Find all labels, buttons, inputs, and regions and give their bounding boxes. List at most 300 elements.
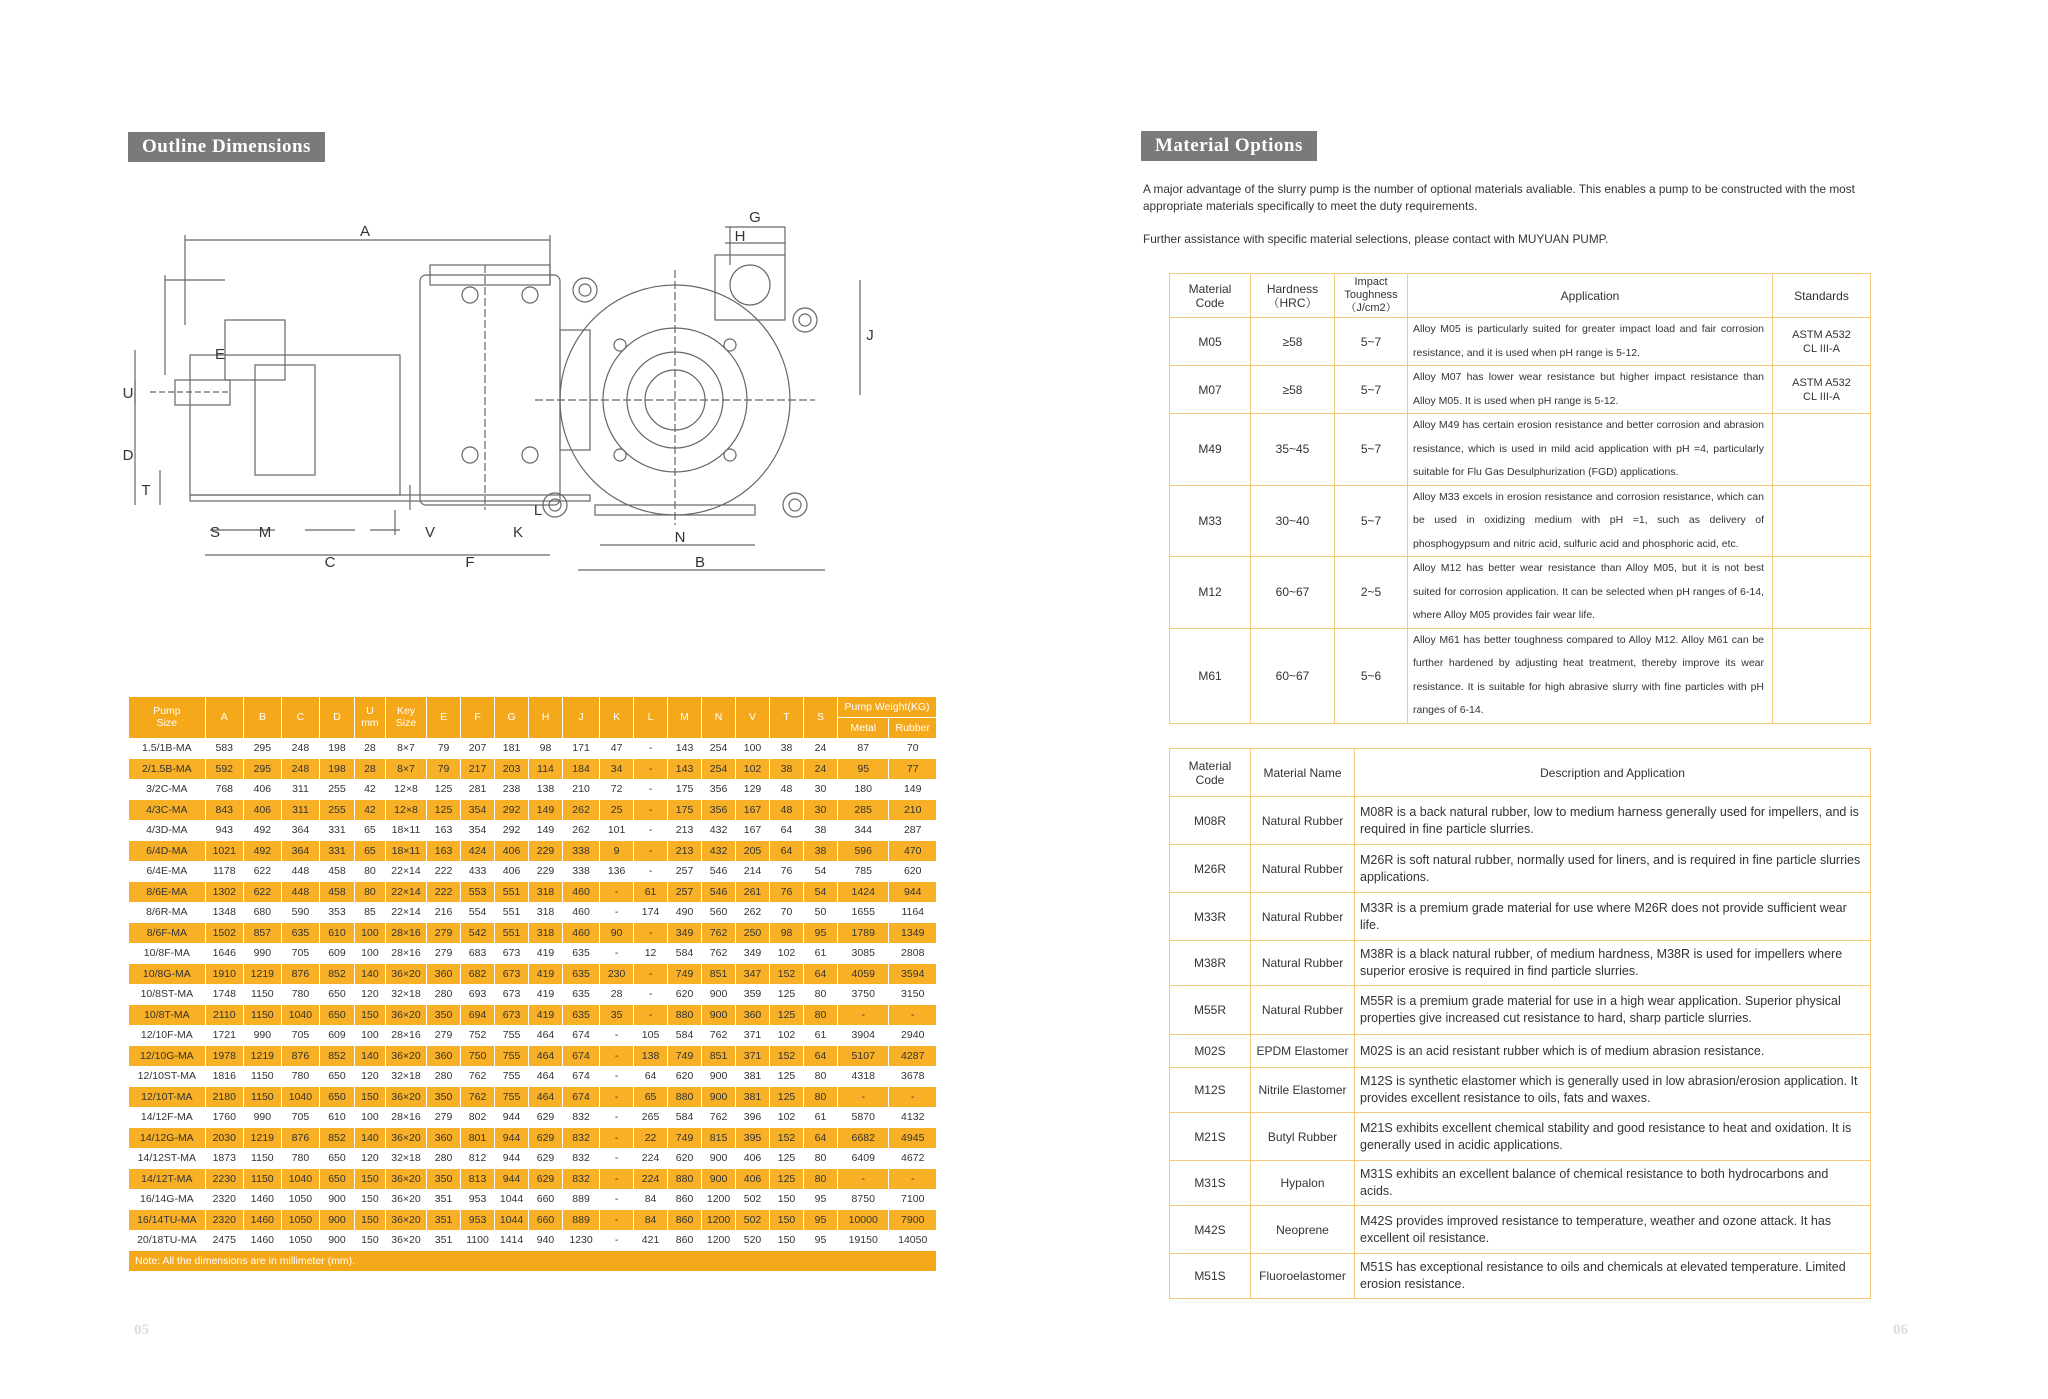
table-row: [1170, 318, 1871, 366]
cell-U: 100: [355, 943, 386, 964]
cell-N: 356: [702, 779, 736, 800]
cell-U: 150: [355, 1087, 386, 1108]
cell-D: 255: [319, 779, 354, 800]
cell-D: 331: [319, 820, 354, 841]
cell-hardness: ≥58: [1251, 366, 1335, 414]
cell-J: 635: [563, 1005, 600, 1026]
cell-C: 705: [281, 1025, 319, 1046]
cell-V: 502: [736, 1210, 770, 1231]
cell-B: 492: [243, 841, 281, 862]
cell-F: 802: [461, 1107, 495, 1128]
cell-E: 125: [427, 779, 461, 800]
rubber-material-table: [1169, 748, 1871, 1299]
dim-label-B: B: [694, 554, 706, 571]
dim-label-H: H: [734, 228, 746, 245]
col-description: Description and Application: [1355, 749, 1871, 797]
cell-J: 338: [563, 861, 600, 882]
table-row: [129, 779, 937, 800]
cell-J: 674: [563, 1025, 600, 1046]
cell-pump-size: 4/3D-MA: [129, 820, 205, 841]
cell-key-size: 36×20: [385, 1210, 426, 1231]
cell-rubber: 14050: [889, 1230, 937, 1251]
cell-A: 592: [205, 759, 243, 780]
cell-key-size: 28×16: [385, 1107, 426, 1128]
cell-D: 609: [319, 943, 354, 964]
cell-V: 347: [736, 964, 770, 985]
cell-N: 1200: [702, 1189, 736, 1210]
cell-description: M12S is synthetic elastomer which is generally used in low abrasion/erosion application. It provides excellent resistance to oils, fats and waxes.: [1355, 1068, 1871, 1113]
table-row: [129, 1087, 937, 1108]
cell-E: 351: [427, 1210, 461, 1231]
cell-G: 551: [495, 882, 529, 903]
cell-V: 395: [736, 1128, 770, 1149]
dim-label-V: V: [424, 524, 436, 541]
cell-S: 30: [804, 779, 838, 800]
cell-C: 311: [281, 800, 319, 821]
cell-M: 257: [668, 882, 702, 903]
cell-rubber: 210: [889, 800, 937, 821]
cell-B: 295: [243, 738, 281, 759]
cell-B: 1219: [243, 964, 281, 985]
cell-L: -: [634, 779, 668, 800]
cell-G: 755: [495, 1046, 529, 1067]
cell-H: 660: [529, 1210, 563, 1231]
cell-M: 584: [668, 943, 702, 964]
cell-E: 351: [427, 1189, 461, 1210]
cell-G: 203: [495, 759, 529, 780]
cell-material-name: Natural Rubber: [1251, 845, 1355, 893]
table-row: [129, 1025, 937, 1046]
cell-pump-size: 14/12T-MA: [129, 1169, 205, 1190]
cell-description: M31S exhibits an excellent balance of chemical resistance to both hydrocarbons and acids.: [1355, 1161, 1871, 1206]
cell-U: 150: [355, 1169, 386, 1190]
cell-M: 213: [668, 820, 702, 841]
cell-E: 280: [427, 984, 461, 1005]
contact-paragraph: Further assistance with specific material selections, please contact with MUYUAN PUMP.: [1143, 232, 1609, 246]
cell-J: 635: [563, 943, 600, 964]
cell-U: 80: [355, 882, 386, 903]
cell-T: 102: [770, 1107, 804, 1128]
cell-T: 102: [770, 1025, 804, 1046]
cell-key-size: 22×14: [385, 882, 426, 903]
cell-J: 832: [563, 1169, 600, 1190]
cell-T: 125: [770, 1066, 804, 1087]
cell-H: 419: [529, 984, 563, 1005]
col-H: H: [529, 697, 563, 738]
table-row: [129, 902, 937, 923]
cell-D: 650: [319, 1005, 354, 1026]
cell-G: 1044: [495, 1189, 529, 1210]
cell-U: 150: [355, 1230, 386, 1251]
cell-H: 229: [529, 841, 563, 862]
cell-pump-size: 3/2C-MA: [129, 779, 205, 800]
cell-T: 38: [770, 759, 804, 780]
cell-K: 34: [600, 759, 634, 780]
cell-key-size: 36×20: [385, 1128, 426, 1149]
cell-J: 338: [563, 841, 600, 862]
cell-impact: 5~7: [1335, 485, 1408, 557]
cell-metal: 95: [837, 759, 888, 780]
cell-N: 432: [702, 841, 736, 862]
cell-L: -: [634, 841, 668, 862]
cell-H: 149: [529, 820, 563, 841]
cell-A: 2320: [205, 1189, 243, 1210]
dim-label-F: F: [465, 554, 475, 571]
cell-metal: 180: [837, 779, 888, 800]
cell-key-size: 36×20: [385, 1230, 426, 1251]
col-J: J: [563, 697, 600, 738]
cell-T: 125: [770, 984, 804, 1005]
cell-V: 167: [736, 800, 770, 821]
cell-S: 50: [804, 902, 838, 923]
cell-metal: 5107: [837, 1046, 888, 1067]
cell-H: 629: [529, 1107, 563, 1128]
cell-D: 198: [319, 738, 354, 759]
cell-rubber: 1164: [889, 902, 937, 923]
cell-D: 650: [319, 1148, 354, 1169]
cell-K: -: [600, 1025, 634, 1046]
cell-K: 25: [600, 800, 634, 821]
cell-U: 65: [355, 820, 386, 841]
cell-N: 900: [702, 1066, 736, 1087]
cell-N: 851: [702, 1046, 736, 1067]
cell-J: 460: [563, 923, 600, 944]
cell-L: -: [634, 738, 668, 759]
frame-support: [255, 365, 315, 475]
cell-J: 832: [563, 1128, 600, 1149]
cell-A: 1302: [205, 882, 243, 903]
cell-U: 65: [355, 841, 386, 862]
cell-C: 1050: [281, 1210, 319, 1231]
cell-L: -: [634, 820, 668, 841]
table-row: [1170, 1068, 1871, 1113]
dim-label-K: K: [512, 524, 524, 541]
cell-F: 217: [461, 759, 495, 780]
right-page: [1024, 0, 2048, 1399]
cell-metal: 10000: [837, 1210, 888, 1231]
col-B: B: [243, 697, 281, 738]
cell-C: 590: [281, 902, 319, 923]
cell-code: M38R: [1170, 941, 1251, 986]
cell-C: 876: [281, 964, 319, 985]
cell-F: 553: [461, 882, 495, 903]
cell-T: 48: [770, 779, 804, 800]
cell-E: 279: [427, 943, 461, 964]
cell-F: 812: [461, 1148, 495, 1169]
table-row: [129, 964, 937, 985]
cell-A: 843: [205, 800, 243, 821]
cell-K: -: [600, 1087, 634, 1108]
table-row: [129, 738, 937, 759]
cell-rubber: 3678: [889, 1066, 937, 1087]
cell-V: 381: [736, 1066, 770, 1087]
dim-label-N: N: [674, 529, 686, 546]
cell-metal: 3085: [837, 943, 888, 964]
cell-V: 406: [736, 1148, 770, 1169]
dim-label-T: T: [141, 482, 151, 499]
table-row: [1170, 797, 1871, 845]
cell-L: -: [634, 1005, 668, 1026]
cell-N: 1200: [702, 1210, 736, 1231]
cell-S: 64: [804, 964, 838, 985]
cell-M: 880: [668, 1087, 702, 1108]
cell-J: 460: [563, 902, 600, 923]
cell-M: 257: [668, 861, 702, 882]
cell-D: 458: [319, 882, 354, 903]
table-row: [1170, 485, 1871, 557]
cell-A: 2230: [205, 1169, 243, 1190]
cell-M: 213: [668, 841, 702, 862]
dim-label-C: C: [324, 554, 336, 571]
cell-code: M49: [1170, 414, 1251, 486]
cell-U: 150: [355, 1005, 386, 1026]
cell-T: 38: [770, 738, 804, 759]
cell-L: -: [634, 861, 668, 882]
cell-material-name: Neoprene: [1251, 1206, 1355, 1254]
cell-metal: 344: [837, 820, 888, 841]
cell-V: 261: [736, 882, 770, 903]
col-G: G: [495, 697, 529, 738]
cell-metal: -: [837, 1087, 888, 1108]
cell-material-name: Natural Rubber: [1251, 893, 1355, 941]
cell-description: M21S exhibits excellent chemical stability and good resistance to heat and oxidation. It is generally used in acidic applications.: [1355, 1113, 1871, 1161]
cell-pump-size: 1.5/1B-MA: [129, 738, 205, 759]
cell-C: 780: [281, 1066, 319, 1087]
cell-S: 80: [804, 1169, 838, 1190]
cell-key-size: 12×8: [385, 800, 426, 821]
cell-V: 359: [736, 984, 770, 1005]
cell-M: 749: [668, 1046, 702, 1067]
cell-M: 349: [668, 923, 702, 944]
cell-E: 125: [427, 800, 461, 821]
cell-S: 95: [804, 1230, 838, 1251]
cell-B: 990: [243, 943, 281, 964]
col-material-code: Material Code: [1170, 274, 1251, 318]
cell-rubber: 7100: [889, 1189, 937, 1210]
cell-H: 419: [529, 1005, 563, 1026]
cell-U: 28: [355, 759, 386, 780]
cell-key-size: 22×14: [385, 902, 426, 923]
cell-V: 371: [736, 1046, 770, 1067]
page-number-left: 05: [134, 1322, 149, 1338]
cell-M: 584: [668, 1025, 702, 1046]
cell-B: 492: [243, 820, 281, 841]
col-F: F: [461, 697, 495, 738]
cell-L: 64: [634, 1066, 668, 1087]
cell-F: 953: [461, 1210, 495, 1231]
cell-M: 749: [668, 1128, 702, 1149]
cell-key-size: 32×18: [385, 984, 426, 1005]
cell-M: 143: [668, 738, 702, 759]
cell-H: 464: [529, 1046, 563, 1067]
cell-G: 755: [495, 1087, 529, 1108]
cell-metal: 4059: [837, 964, 888, 985]
cell-U: 120: [355, 1148, 386, 1169]
cell-L: 84: [634, 1210, 668, 1231]
cell-S: 64: [804, 1128, 838, 1149]
cell-J: 635: [563, 984, 600, 1005]
cell-material-name: Butyl Rubber: [1251, 1113, 1355, 1161]
cell-L: -: [634, 800, 668, 821]
cell-S: 95: [804, 1210, 838, 1231]
cell-S: 30: [804, 800, 838, 821]
table-note: Note: All the dimensions are in millimeter (mm).: [129, 1251, 937, 1272]
cell-N: 1200: [702, 1230, 736, 1251]
cell-A: 1748: [205, 984, 243, 1005]
cell-rubber: 7900: [889, 1210, 937, 1231]
cell-metal: 4318: [837, 1066, 888, 1087]
cell-F: 694: [461, 1005, 495, 1026]
table-row: [1170, 1113, 1871, 1161]
cell-L: -: [634, 984, 668, 1005]
cell-G: 406: [495, 841, 529, 862]
cell-C: 1040: [281, 1005, 319, 1026]
cell-J: 832: [563, 1148, 600, 1169]
cell-F: 762: [461, 1087, 495, 1108]
cell-standards: ASTM A532 CL III-A: [1773, 318, 1871, 366]
cell-S: 54: [804, 861, 838, 882]
cell-U: 140: [355, 964, 386, 985]
cell-F: 354: [461, 820, 495, 841]
cell-K: 90: [600, 923, 634, 944]
cell-B: 295: [243, 759, 281, 780]
cell-rubber: 3150: [889, 984, 937, 1005]
cell-F: 813: [461, 1169, 495, 1190]
col-N: N: [702, 697, 736, 738]
cell-B: 1150: [243, 984, 281, 1005]
cell-S: 38: [804, 820, 838, 841]
cell-K: -: [600, 902, 634, 923]
cell-E: 351: [427, 1230, 461, 1251]
cell-V: 205: [736, 841, 770, 862]
cell-rubber: 2940: [889, 1025, 937, 1046]
pump-outline-drawing: [122, 205, 900, 590]
cell-metal: 6682: [837, 1128, 888, 1149]
cell-C: 1050: [281, 1189, 319, 1210]
cell-B: 990: [243, 1107, 281, 1128]
cell-code: M21S: [1170, 1113, 1251, 1161]
cell-code: M26R: [1170, 845, 1251, 893]
cell-K: 9: [600, 841, 634, 862]
cell-N: 546: [702, 882, 736, 903]
cell-pump-size: 16/14TU-MA: [129, 1210, 205, 1231]
cell-metal: 5870: [837, 1107, 888, 1128]
cell-A: 1873: [205, 1148, 243, 1169]
cell-E: 216: [427, 902, 461, 923]
cell-U: 140: [355, 1128, 386, 1149]
col-A: A: [205, 697, 243, 738]
cell-A: 583: [205, 738, 243, 759]
cell-E: 280: [427, 1066, 461, 1087]
col-D: D: [319, 697, 354, 738]
cell-H: 138: [529, 779, 563, 800]
cell-G: 755: [495, 1025, 529, 1046]
cell-M: 584: [668, 1107, 702, 1128]
cell-L: 421: [634, 1230, 668, 1251]
cell-rubber: 3594: [889, 964, 937, 985]
cell-metal: 785: [837, 861, 888, 882]
cell-code: M05: [1170, 318, 1251, 366]
cell-rubber: 944: [889, 882, 937, 903]
cell-pump-size: 6/4E-MA: [129, 861, 205, 882]
cell-F: 207: [461, 738, 495, 759]
cell-key-size: 36×20: [385, 1087, 426, 1108]
cell-C: 1050: [281, 1230, 319, 1251]
cell-application: Alloy M49 has certain erosion resistance and better corrosion and abrasion resistance, which is used in mild acid application with pH =4, particularly suitable for Flu Gas Desulphurization (FGD) applications.: [1408, 414, 1773, 486]
cell-G: 673: [495, 1005, 529, 1026]
cell-metal: 1655: [837, 902, 888, 923]
cell-metal: -: [837, 1005, 888, 1026]
cell-G: 673: [495, 943, 529, 964]
cell-J: 674: [563, 1046, 600, 1067]
cell-H: 629: [529, 1169, 563, 1190]
cell-rubber: 287: [889, 820, 937, 841]
cell-rubber: 4945: [889, 1128, 937, 1149]
cell-U: 120: [355, 984, 386, 1005]
cell-H: 464: [529, 1087, 563, 1108]
cell-A: 1760: [205, 1107, 243, 1128]
cell-K: -: [600, 1107, 634, 1128]
cell-D: 650: [319, 984, 354, 1005]
cell-K: 101: [600, 820, 634, 841]
cell-J: 262: [563, 800, 600, 821]
cell-D: 900: [319, 1189, 354, 1210]
cell-A: 2475: [205, 1230, 243, 1251]
cell-G: 755: [495, 1066, 529, 1087]
cell-C: 448: [281, 882, 319, 903]
cell-D: 353: [319, 902, 354, 923]
cell-C: 248: [281, 759, 319, 780]
cell-key-size: 32×18: [385, 1148, 426, 1169]
cell-B: 622: [243, 861, 281, 882]
cell-N: 815: [702, 1128, 736, 1149]
cell-U: 150: [355, 1210, 386, 1231]
cell-J: 1230: [563, 1230, 600, 1251]
cell-T: 152: [770, 1128, 804, 1149]
cell-B: 622: [243, 882, 281, 903]
cell-G: 1414: [495, 1230, 529, 1251]
cell-N: 900: [702, 1087, 736, 1108]
section-title-outline: Outline Dimensions: [128, 132, 325, 162]
table-row: [1170, 1254, 1871, 1299]
cell-description: M55R is a premium grade material for use in a high wear application. Superior physical properties give increased cut resistance to hard, sharp particle slurries.: [1355, 986, 1871, 1035]
cell-B: 1460: [243, 1230, 281, 1251]
cell-V: 381: [736, 1087, 770, 1108]
cell-G: 673: [495, 984, 529, 1005]
cell-application: Alloy M61 has better toughness compared to Alloy M12. Alloy M61 can be further hardened by adjusting heat treatment, thereby improve its wear resistance. It is suitable for high abrasive slurry with fine particles with pH ranges of 6-14.: [1408, 628, 1773, 723]
table-row: [1170, 845, 1871, 893]
cell-hardness: 60~67: [1251, 557, 1335, 629]
cell-pump-size: 2/1.5B-MA: [129, 759, 205, 780]
cell-description: M42S provides improved resistance to temperature, weather and ozone attack. It has excellent oil resistance.: [1355, 1206, 1871, 1254]
cell-code: M33R: [1170, 893, 1251, 941]
cell-F: 424: [461, 841, 495, 862]
cell-B: 1219: [243, 1128, 281, 1149]
cell-B: 406: [243, 779, 281, 800]
cell-key-size: 32×18: [385, 1066, 426, 1087]
alloy-material-table: [1169, 273, 1871, 724]
cell-C: 705: [281, 943, 319, 964]
cell-L: 265: [634, 1107, 668, 1128]
cell-pump-size: 6/4D-MA: [129, 841, 205, 862]
cell-B: 857: [243, 923, 281, 944]
cell-U: 85: [355, 902, 386, 923]
cell-E: 360: [427, 1046, 461, 1067]
col-rubber: Rubber: [889, 718, 937, 739]
cell-J: 674: [563, 1087, 600, 1108]
cell-S: 24: [804, 759, 838, 780]
col-L: L: [634, 697, 668, 738]
